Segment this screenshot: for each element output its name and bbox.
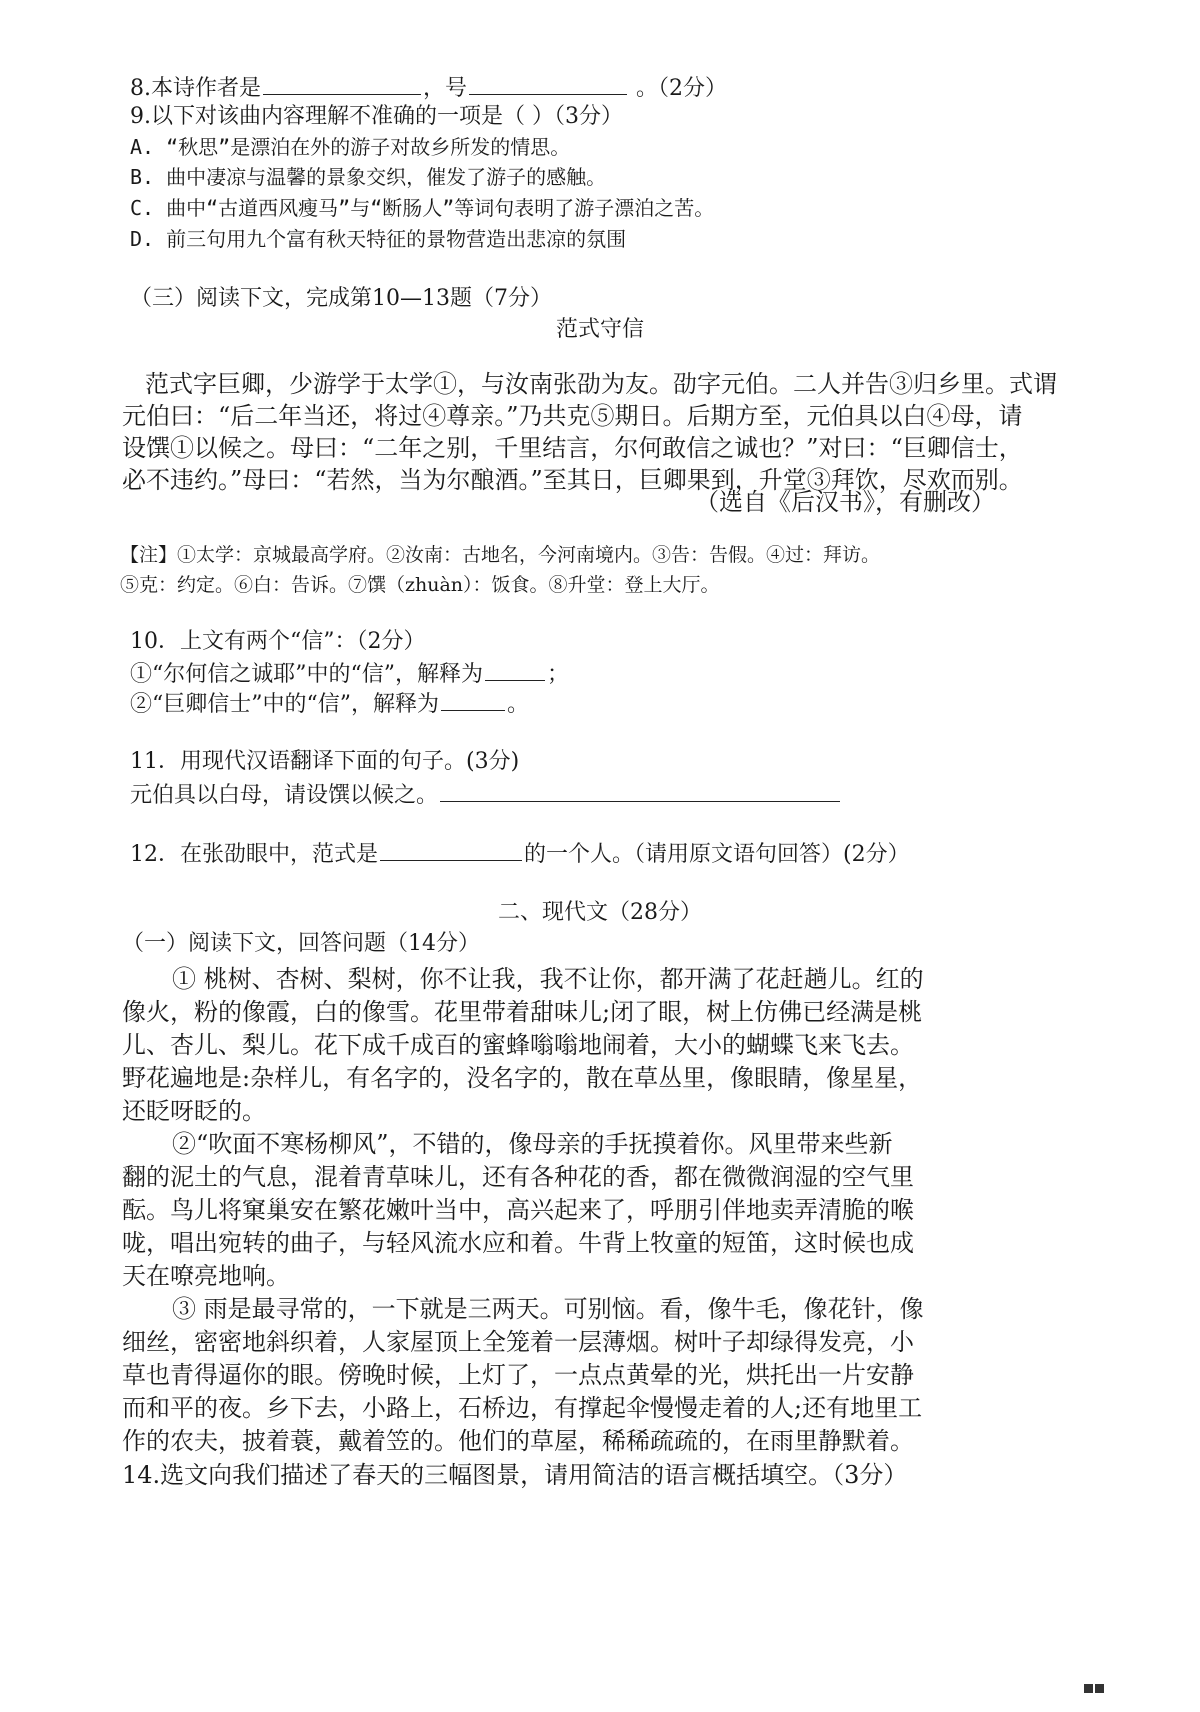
modern-passage-line: 草也青得逼你的眼。傍晚时候，上灯了，一点点黄晕的光，烘托出一片安静: [122, 1361, 914, 1389]
passage-line: 元伯曰：“后二年当还，将过④尊亲。”乃共克⑤期日。后期方至，元伯具以白④母，请: [122, 402, 1023, 430]
modern-passage-line: ②“吹面不寒杨柳风”，不错的，像母亲的手抚摸着你。风里带来些新: [172, 1130, 893, 1158]
passage-line: 范式字巨卿，少游学于太学①，与汝南张劭为友。劭字元伯。二人并告③归乡里。式谓: [145, 370, 1057, 398]
answer-blank-title[interactable]: [469, 72, 627, 95]
annotation-line: ⑤克：约定。⑥白：告诉。⑦馔（zhuàn）：饭食。⑧升堂：登上大厅。: [120, 574, 720, 596]
question-9-stem: 9.以下对该曲内容理解不准确的一项是（ ）（3分）: [130, 104, 623, 129]
option-c: C. 曲中“古道西风瘦马”与“断肠人”等词句表明了游子漂泊之苦。: [130, 196, 715, 220]
question-10-b: ②“巨卿信士”中的“信”，解释为 。: [130, 688, 529, 720]
option-a: A. “秋思”是漂泊在外的游子对故乡所发的情思。: [130, 135, 571, 159]
answer-blank-11[interactable]: [440, 779, 840, 802]
question-14: 14.选文向我们描述了春天的三幅图景，请用简洁的语言概括填空。（3分）: [122, 1461, 908, 1489]
modern-passage-line: ① 桃树、杏树、梨树，你不让我，我不让你，都开满了花赶趟儿。红的: [172, 965, 924, 993]
answer-blank-10a[interactable]: [485, 658, 545, 681]
modern-passage-line: 酝。鸟儿将窠巢安在繁花嫩叶当中，高兴起来了，呼朋引伴地卖弄清脆的喉: [122, 1196, 914, 1224]
modern-passage-line: 像火，粉的像霞，白的像雪。花里带着甜味儿;闭了眼，树上仿佛已经满是桃: [122, 998, 923, 1026]
annotation-line: 【注】①太学：京城最高学府。②汝南：古地名，今河南境内。③告：告假。④过：拜访。: [120, 544, 881, 566]
part-2-heading: 二、现代文（28分）: [498, 900, 702, 925]
modern-passage-line: ③ 雨是最寻常的，一下就是三两天。可别恼。看，像牛毛，像花针，像: [172, 1295, 924, 1323]
modern-passage-line: 翻的泥土的气息，混着青草味儿，还有各种花的香，都在微微润湿的空气里: [122, 1163, 914, 1191]
question-8: 8.本诗作者是 ，号 。（2分）: [130, 72, 727, 104]
question-11-sentence: 元伯具以白母，请设馔以候之。: [130, 779, 842, 811]
option-b: B. 曲中凄凉与温馨的景象交织，催发了游子的感触。: [130, 165, 607, 189]
passage-line: 设馔①以候之。母曰：“二年之别，千里结言，尔何敢信之诚也？”对曰：“巨卿信士，: [122, 434, 1023, 462]
modern-passage-line: 作的农夫，披着蓑，戴着笠的。他们的草屋，稀稀疏疏的，在雨里静默着。: [122, 1427, 914, 1455]
modern-passage-line: 还眨呀眨的。: [122, 1097, 266, 1125]
modern-passage-line: 野花遍地是:杂样儿，有名字的，没名字的，散在草丛里，像眼睛，像星星，: [122, 1064, 923, 1092]
modern-passage-line: 而和平的夜。乡下去，小路上，石桥边，有撑起伞慢慢走着的人;还有地里工: [122, 1394, 923, 1422]
modern-passage-line: 儿、杏儿、梨儿。花下成千成百的蜜蜂嗡嗡地闹着，大小的蝴蝶飞来飞去。: [122, 1031, 914, 1059]
section-3-heading: （三）阅读下文，完成第10—13题（7分）: [130, 286, 552, 311]
modern-passage-line: 咙，唱出宛转的曲子，与轻风流水应和着。牛背上牧童的短笛，这时候也成: [122, 1229, 914, 1257]
answer-blank-author[interactable]: [263, 72, 421, 95]
answer-blank-12[interactable]: [380, 838, 522, 861]
question-10-stem: 10．上文有两个“信”：（2分）: [130, 629, 426, 654]
modern-passage-line: 细丝，密密地斜织着，人家屋顶上全笼着一层薄烟。树叶子却绿得发亮，小: [122, 1328, 914, 1356]
passage-source: （选自《后汉书》，有删改）: [695, 488, 995, 516]
question-12: 12．在张劭眼中，范式是 的一个人。（请用原文语句回答）(2分）: [130, 838, 910, 870]
option-d: D. 前三句用九个富有秋天特征的景物营造出悲凉的氛围: [130, 227, 627, 251]
modern-passage-line: 天在嘹亮地响。: [122, 1262, 290, 1290]
passage-line: 必不违约。”母曰：“若然，当为尔酿酒。”至其日，巨卿果到，升堂③拜饮，尽欢而别。: [122, 466, 1023, 494]
part-2-subheading: （一）阅读下文，回答问题（14分）: [122, 931, 480, 956]
question-10-a: ①“尔何信之诚耶”中的“信”，解释为 ；: [130, 658, 569, 690]
question-11-stem: 11．用现代汉语翻译下面的句子。(3分): [130, 749, 520, 774]
passage-title: 范式守信: [555, 317, 644, 342]
scanner-watermark-icon: [1084, 1684, 1132, 1698]
answer-blank-10b[interactable]: [441, 688, 505, 711]
